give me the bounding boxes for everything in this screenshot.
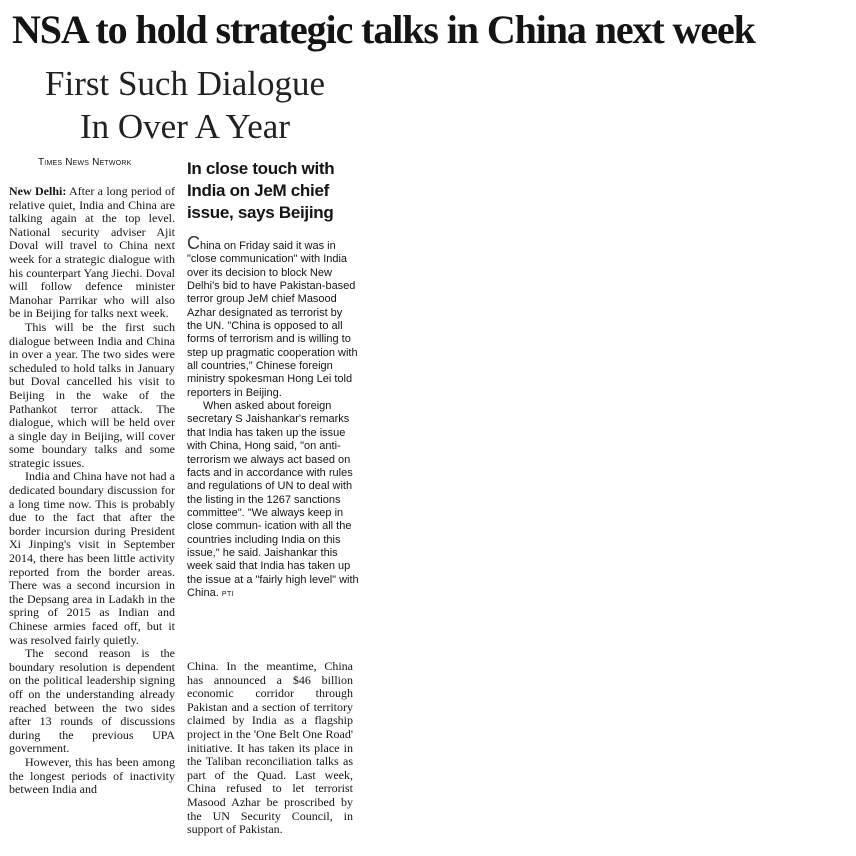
dropcap: C (187, 233, 200, 253)
subhead-line-1: First Such Dialogue (45, 64, 325, 103)
article-paragraph: New Delhi: After a long period of relative quiet, India and China are talking again at the top level. National security adviser Ajit Doval will travel to China next week for a strategic dialogue with his counterpart Yang Jiechi. Doval will follow defence minister Manohar Parrikar who will also be in Beijing for talks next week. (9, 184, 175, 321)
agency-credit: PTI (221, 590, 235, 598)
sidebar-paragraph: When asked about foreign secretary S Jaishankar's remarks that India has taken up the issue with China, Hong said, "on anti-terrorism we always act based on facts and in accordance with rules and regulations of UN to deal with the listing in the 1267 sanctions committee". "We always keep in close commun- ication with all the countries including India on this issue," he said. Jaishankar this week said that India has taken up the issue at a "fairly high level" with China. PTI (187, 400, 359, 599)
dateline: New Delhi: (9, 184, 67, 198)
subheadline (20, 62, 350, 148)
byline: Times News Network (38, 157, 132, 168)
article-paragraph: However, this has been among the longest periods of inactivity between India and (9, 754, 175, 797)
article-paragraph: India and China have not had a dedicated boundary discussion for a long time now. This is probably due to the fact that after the border incursion during President Xi Jinping's visit in September 2014, there has been little activity reported from the border areas. There was a second incursion in the Depsang area in Ladakh in the spring of 2015 as Indian and Chinese armies faced off, but it was resolved fairly quietly. (9, 469, 175, 647)
sidebar-headline: In close touch with India on JeM chief issue, says Beijing (187, 159, 335, 222)
article-body-column-1 (9, 185, 175, 797)
article-paragraph: This will be the first such dialogue between India and China in over a year. The two sides were scheduled to hold talks in January but Doval cancelled his visit to Beijing in the wake of the Pathankot terror attack. The dialogue, which will be held over a single day in Beijing, will cover some boundary talks and some strategic issues. (9, 319, 175, 470)
subhead-line-2: In Over A Year (80, 107, 290, 146)
sidebar-paragraph: China on Friday said it was in "close communication" with India over its decision to block New Delhi's bid to have Pakistan-based terror group JeM chief Masood Azhar designated as terrorist by the UN. "China is opposed to all forms of terrorism and is willing to step up pragmatic cooperation with all countries," Chinese foreign ministry spokesman Hong Lei told reporters in Beijing. (187, 233, 358, 399)
headline: NSA to hold strategic talks in China next week (12, 7, 755, 52)
article-paragraph: The second reason is the boundary resolution is dependent on the political leadership signing off on the understanding already reached between the two sides after 13 rounds of discussions during the previous UPA government. (9, 646, 175, 756)
article-continuation: China. In the meantime, China has announced a $46 billion economic corridor through Pakistan and a section of territory claimed by India as a flagship project in the 'One Belt One Road' initiative. It has taken its place in the Taliban reconciliation talks as part of the Quad. Last week, China refused to let terrorist Masood Azhar be proscribed by the UN Security Council, in support of Pakistan. (187, 659, 353, 837)
article-body-column-2 (187, 660, 353, 837)
sidebar-body (187, 233, 359, 601)
